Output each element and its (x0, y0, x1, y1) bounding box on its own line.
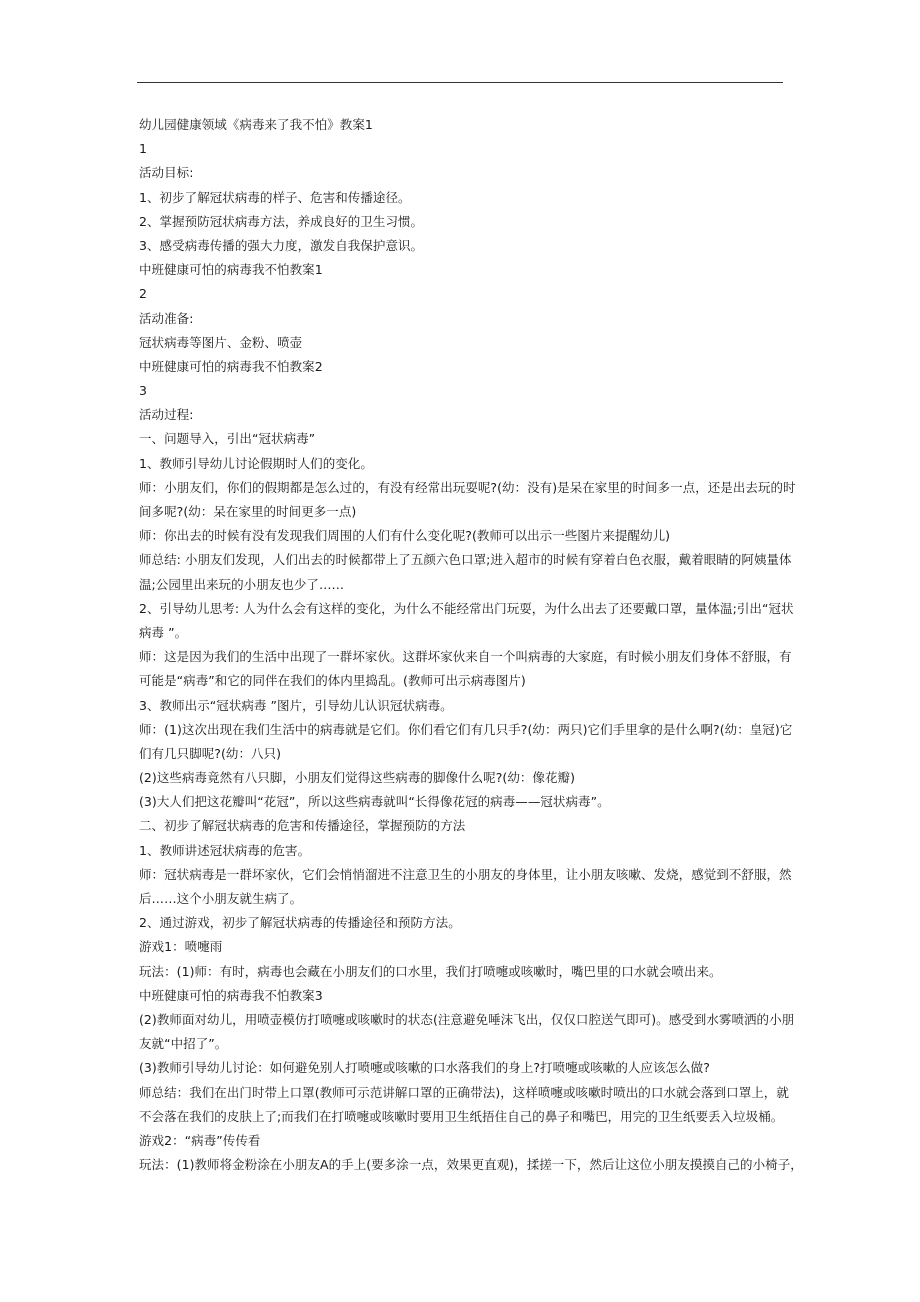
text-line: 师：你出去的时候有没有发现我们周围的人们有什么变化呢?(教师可以出示一些图片来提醒幼儿) (139, 528, 671, 544)
text-line: 师总结: 小朋友们发现，人们出去的时候都带上了五颜六色口罩;进入超市的时候有穿着白色衣服，戴着眼睛的阿姨量体 (139, 552, 792, 568)
text-line: 2、引导幼儿思考: 人为什么会有这样的变化，为什么不能经常出门玩耍，为什么出去了还要戴口罩，量体温;引出“冠状 (139, 600, 794, 616)
text-line: 活动过程: (139, 407, 194, 423)
text-line: 2、掌握预防冠状病毒方法，养成良好的卫生习惯。 (139, 213, 424, 229)
text-line: 师总结：我们在出门时带上口罩(教师可示范讲解口罩的正确带法)，这样喷嚏或咳嗽时喷出的口水就会落到口罩上，就 (139, 1084, 789, 1100)
text-line: 1、教师引导幼儿讨论假期时人们的变化。 (139, 455, 373, 471)
text-line: 游戏1：喷嚏雨 (139, 939, 223, 955)
text-line: 1 (139, 141, 148, 157)
text-line: 师：小朋友们，你们的假期都是怎么过的，有没有经常出玩耍呢?(幼：没有)是呆在家里的时间多一点，还是出去玩的时 (139, 479, 796, 495)
text-line: 1、初步了解冠状病毒的样子、危害和传播途径。 (139, 189, 411, 205)
text-line: (3)大人们把这花瓣叫“花冠”，所以这些病毒就叫“长得像花冠的病毒——冠状病毒”。 (139, 794, 610, 810)
text-line: 中班健康可怕的病毒我不怕教案2 (139, 358, 323, 374)
text-line: 中班健康可怕的病毒我不怕教案1 (139, 262, 323, 278)
text-line: 活动准备: (139, 310, 194, 326)
text-line: 师：(1)这次出现在我们生活中的病毒就是它们。你们看它们有几只手?(幼：两只)它们手里拿的是什么啊?(幼：皇冠)它 (139, 721, 793, 737)
text-line: 病毒 ”。 (139, 624, 188, 640)
text-line: 间多呢?(幼：呆在家里的时间更多一点) (139, 504, 357, 519)
document-body (139, 113, 803, 1177)
text-line: 师：这是因为我们的生活中出现了一群坏家伙。这群坏家伙来自一个叫病毒的大家庭，有时候小朋友们身体不舒服，有 (139, 649, 792, 665)
text-line: (2)教师面对幼儿，用喷壶模仿打喷嚏或咳嗽时的状态(注意避免唾沫飞出，仅仅口腔送气即可)。感受到水雾喷洒的小朋 (139, 1011, 795, 1027)
text-line: 们有几只脚呢?(幼：八只) (139, 745, 282, 761)
text-line: 活动目标: (139, 165, 194, 181)
text-line: 3 (139, 383, 148, 399)
text-line: 一、问题导入，引出“冠状病毒” (139, 431, 316, 447)
text-line: 1、教师讲述冠状病毒的危害。 (139, 842, 311, 858)
text-line: 友就“中招了”。 (139, 1036, 228, 1052)
text-line: 游戏2：“病毒”传传看 (139, 1132, 261, 1148)
text-line: 3、教师出示“冠状病毒 ”图片，引导幼儿认识冠状病毒。 (139, 697, 453, 713)
text-line: 2、通过游戏，初步了解冠状病毒的传播途径和预防方法。 (139, 915, 461, 931)
text-line: 二、初步了解冠状病毒的危害和传播途径，掌握预防的方法 (139, 818, 466, 834)
text-line: 可能是“病毒”和它的同伴在我们的体内里捣乱。(教师可出示病毒图片) (139, 673, 526, 689)
text-line: 2 (139, 286, 148, 302)
text-line: 幼儿园健康领域《病毒来了我不怕》教案1 (139, 117, 373, 132)
text-line: 冠状病毒等图片、金粉、喷壶 (139, 334, 303, 350)
text-line: (2)这些病毒竟然有八只脚，小朋友们觉得这些病毒的脚像什么呢?(幼：像花瓣) (139, 770, 575, 786)
header-divider (137, 82, 783, 83)
text-line: 中班健康可怕的病毒我不怕教案3 (139, 987, 323, 1003)
text-line: 玩法：(1)师：有时，病毒也会藏在小朋友们的口水里，我们打喷嚏或咳嗽时，嘴巴里的口水就会喷出来。 (139, 963, 722, 979)
text-line: 温;公园里出来玩的小朋友也少了…… (139, 576, 345, 592)
text-line: (3)教师引导幼儿讨论：如何避免别人打喷嚏或咳嗽的口水落我们的身上?打喷嚏或咳嗽的人应该怎么做? (139, 1060, 710, 1076)
text-line: 3、感受病毒传播的强大力度，激发自我保护意识。 (139, 237, 424, 253)
text-line: 后……这个小朋友就生病了。 (139, 891, 303, 906)
text-line: 不会落在我们的皮肤上了;而我们在打喷嚏或咳嗽时要用卫生纸捂住自己的鼻子和嘴巴，用完的卫生纸要丢入垃圾桶。 (139, 1108, 784, 1124)
text-line: 玩法：(1)教师将金粉涂在小朋友A的手上(要多涂一点，效果更直观)，揉搓一下，然后让这位小朋友摸摸自己的小椅子， (139, 1157, 803, 1173)
text-line: 师：冠状病毒是一群坏家伙，它们会悄悄溜进不注意卫生的小朋友的身体里，让小朋友咳嗽、发烧，感觉到不舒服，然 (139, 866, 792, 882)
